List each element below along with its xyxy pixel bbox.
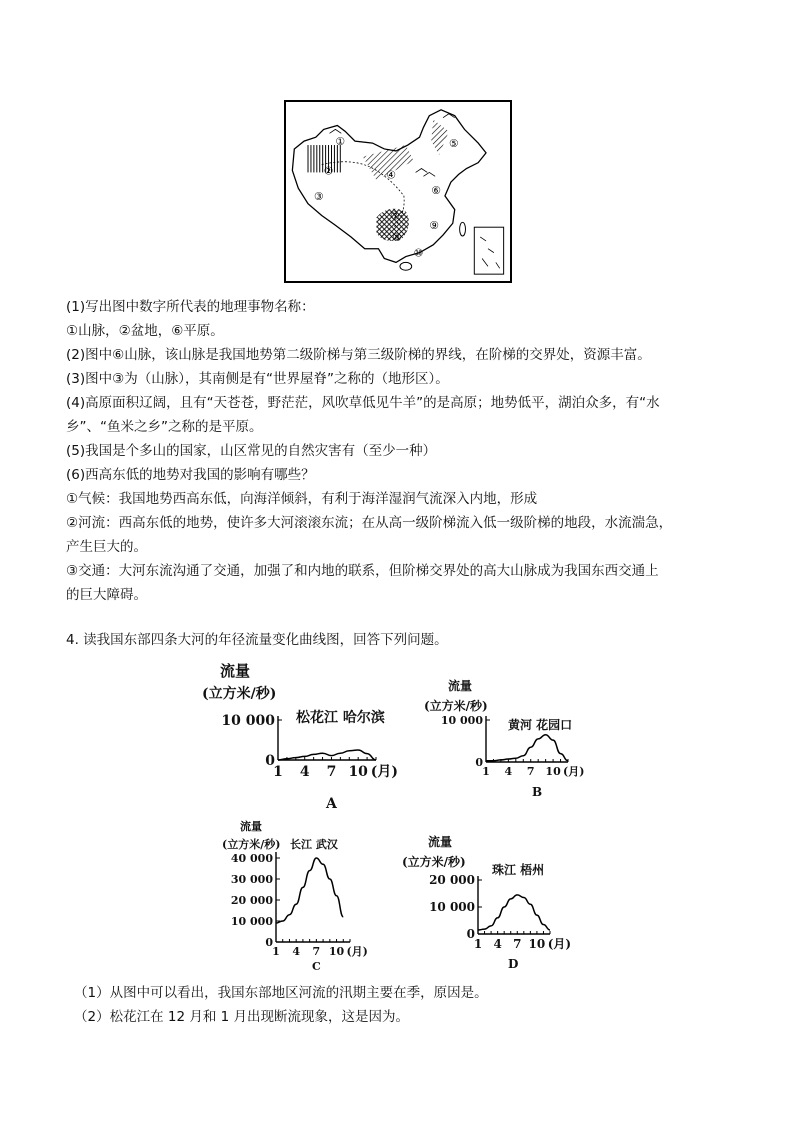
- taiwan-island: [460, 222, 466, 236]
- chart-d-title: 珠江 梧州: [492, 863, 545, 877]
- chart-b: [420, 676, 600, 806]
- chart-d-x-label-4: 4: [493, 937, 502, 951]
- china-map-svg: [286, 102, 510, 281]
- map-label-7: ⑦: [390, 209, 400, 223]
- chart-b-ylabel-1: 流量: [448, 679, 473, 693]
- chart-c-y-label-1: 30 000: [230, 872, 273, 886]
- chart-b-svg: [420, 676, 600, 806]
- map-label-4: ④: [386, 168, 396, 182]
- map-label-9: ⑨: [429, 219, 439, 233]
- q3-line-12: ③交通：大河东流沟通了交通，加强了和内地的联系，但阶梯交界处的高大山脉成为我国东西交通上: [66, 563, 659, 579]
- map-label-10: ⑩: [413, 246, 424, 260]
- chart-d-svg: [400, 832, 590, 972]
- chart-a-x-unit: (月): [370, 764, 399, 780]
- chart-d-x-unit: (月): [547, 937, 572, 951]
- chart-c-series-line: [276, 858, 343, 923]
- chart-c-x-unit: (月): [346, 945, 368, 958]
- chart-d-ylabel-2: (立方米/秒): [402, 855, 466, 869]
- chart-a-title: 松花江 哈尔滨: [296, 710, 385, 726]
- china-relief-map: [284, 100, 512, 283]
- map-label-8: ⑧: [392, 230, 402, 244]
- hainan-island: [400, 262, 412, 270]
- q4-question-2: （2）松花江在 12 月和 1 月出现断流现象，这是因为。: [74, 1009, 410, 1025]
- chart-b-x-label-4: 4: [504, 765, 513, 778]
- q3-line-6: 乡”、“鱼米之乡”之称的是平原。: [66, 419, 263, 435]
- chart-c-svg: [220, 818, 400, 978]
- map-label-2: ②: [323, 164, 334, 178]
- chart-a-series-line: [278, 750, 376, 760]
- chart-d-panel: D: [508, 957, 519, 971]
- chart-d-series-line: [478, 895, 550, 930]
- map-label-1: ①: [335, 135, 346, 149]
- q3-line-8: (6)西高东低的地势对我国的影响有哪些？: [66, 467, 315, 483]
- q3-line-10: ②河流：西高东低的地势，使许多大河滚滚东流；在从高一级阶梯流入低一级阶梯的地段，水流湍急，: [66, 515, 673, 531]
- chart-b-title: 黄河 花园口: [508, 718, 573, 732]
- q3-line-1: (1)写出图中数字所代表的地理事物名称：: [66, 299, 315, 315]
- q3-line-5: (4)高原面积辽阔，且有“天苍苍，野茫茫，风吹草低见牛羊”的是高原；地势低平，湖泊众多，有“水: [66, 395, 660, 411]
- q3-line-4: (3)图中③为（山脉），其南侧是有“世界屋脊”之称的（地形区）。: [66, 371, 449, 387]
- chart-b-x-label-10: 10: [545, 765, 561, 778]
- chart-b-y-label-0: 10 000: [440, 713, 483, 727]
- map-label-6: ⑥: [431, 183, 441, 197]
- chart-b-panel: B: [532, 785, 543, 799]
- chart-a-y-label-0: 10 000: [221, 712, 275, 729]
- q3-line-9: ①气候：我国地势西高东低，向海洋倾斜，有利于海洋湿润气流深入内地，形成: [66, 491, 538, 507]
- chart-d-x-label-1: 1: [473, 937, 483, 951]
- chart-d-y-label-2: 0: [466, 927, 475, 942]
- q4-intro: 4. 读我国东部四条大河的年径流量变化曲线图，回答下列问题。: [66, 632, 448, 648]
- chart-b-ylabel-2: (立方米/秒): [424, 699, 488, 713]
- chart-a-ylabel-1: 流量: [220, 662, 251, 680]
- map-label-5: ⑤: [448, 136, 459, 150]
- chart-a-ylabel-2: (立方米/秒): [202, 686, 277, 702]
- chart-c-panel: C: [312, 960, 321, 973]
- map-label-3: ③: [313, 189, 324, 203]
- chart-c-y-label-2: 20 000: [230, 893, 273, 907]
- chart-c-y-label-4: 0: [265, 935, 273, 949]
- chart-c-x-label-4: 4: [292, 945, 301, 958]
- chart-a-y-label-1: 0: [265, 752, 275, 769]
- chart-b-x-label-1: 1: [482, 765, 490, 778]
- chart-c-x-label-7: 7: [312, 945, 321, 958]
- chart-c-title: 长江 武汉: [290, 838, 338, 851]
- chart-a: [200, 660, 430, 820]
- chart-c-y-label-3: 10 000: [230, 914, 273, 928]
- chart-a-x-label-4: 4: [299, 764, 310, 780]
- q3-line-2: ①山脉，②盆地，⑥平原。: [66, 323, 224, 339]
- chart-c-ylabel-2: (立方米/秒): [222, 838, 281, 851]
- chart-d-x-label-7: 7: [513, 937, 522, 951]
- chart-c-ylabel-1: 流量: [240, 820, 262, 833]
- chart-a-panel: A: [326, 796, 337, 812]
- chart-b-y-label-1: 0: [475, 755, 483, 769]
- chart-a-x-label-7: 7: [326, 764, 337, 780]
- chart-c-y-label-0: 40 000: [230, 851, 273, 865]
- q3-line-3: (2)图中⑥山脉，该山脉是我国地势第二级阶梯与第三级阶梯的界线，在阶梯的交界处，资源丰富。: [66, 347, 651, 363]
- chart-c-x-label-10: 10: [328, 945, 345, 958]
- q3-line-7: (5)我国是个多山的国家，山区常见的自然灾害有（至少一种）: [66, 443, 437, 459]
- chart-c-x-label-1: 1: [272, 945, 280, 958]
- chart-d-ylabel-1: 流量: [428, 835, 453, 849]
- chart-a-x-label-10: 10: [348, 764, 368, 780]
- q4-question-1: （1）从图中可以看出，我国东部地区河流的汛期主要在季，原因是。: [74, 985, 488, 1001]
- chart-c: [220, 818, 400, 978]
- chart-d-y-label-1: 10 000: [429, 900, 475, 915]
- chart-b-x-label-7: 7: [526, 765, 535, 778]
- chart-b-series-line: [486, 735, 568, 761]
- chart-a-svg: [200, 660, 430, 820]
- q3-line-11: 产生巨大的。: [66, 539, 147, 555]
- chart-d: [400, 832, 590, 972]
- chart-d-x-label-10: 10: [528, 937, 546, 951]
- q3-line-13: 的巨大障碍。: [66, 587, 147, 603]
- chart-a-x-label-1: 1: [273, 764, 283, 780]
- chart-d-y-label-0: 20 000: [429, 873, 475, 888]
- chart-b-x-unit: (月): [562, 765, 585, 778]
